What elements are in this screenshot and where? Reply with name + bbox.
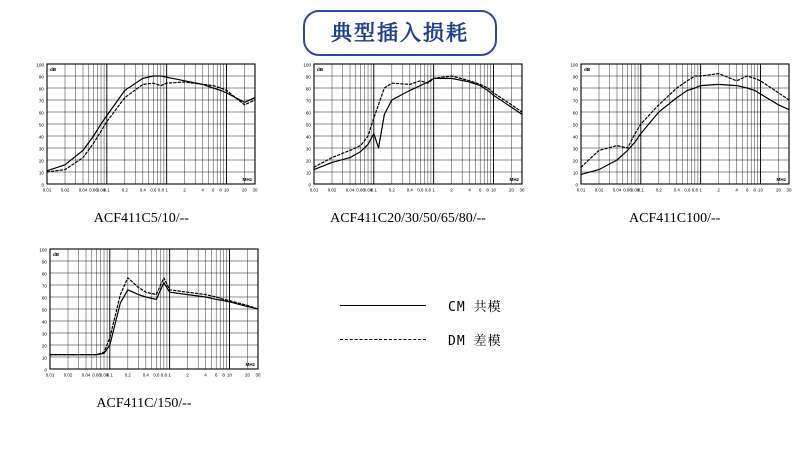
svg-text:80: 80 xyxy=(305,86,311,92)
svg-text:0.2: 0.2 xyxy=(388,187,395,193)
svg-text:dB: dB xyxy=(583,67,590,72)
svg-text:1: 1 xyxy=(165,187,169,193)
svg-text:2: 2 xyxy=(183,187,187,193)
svg-text:0.6: 0.6 xyxy=(683,187,691,193)
svg-text:20: 20 xyxy=(509,187,514,193)
svg-text:10: 10 xyxy=(305,170,311,176)
page-title: 典型插入损耗 xyxy=(303,10,497,56)
svg-text:0.06: 0.06 xyxy=(92,372,101,378)
svg-text:dB: dB xyxy=(317,67,324,72)
svg-text:0.08: 0.08 xyxy=(97,187,106,193)
svg-text:0.1: 0.1 xyxy=(370,187,377,193)
svg-text:MHz: MHz xyxy=(776,177,786,182)
svg-text:0.1: 0.1 xyxy=(106,372,113,378)
svg-text:0.1: 0.1 xyxy=(104,187,111,193)
svg-text:1: 1 xyxy=(699,187,702,193)
svg-text:50: 50 xyxy=(41,307,47,313)
svg-text:MHz: MHz xyxy=(509,177,519,182)
legend-label-cm: 共模 xyxy=(473,299,502,315)
svg-text:70: 70 xyxy=(572,98,578,104)
svg-text:10: 10 xyxy=(224,187,230,193)
legend-label-dm: 差模 xyxy=(473,333,502,349)
svg-text:6: 6 xyxy=(745,187,749,193)
svg-text:0.2: 0.2 xyxy=(655,187,662,193)
svg-text:6: 6 xyxy=(212,187,215,193)
svg-text:0.04: 0.04 xyxy=(81,372,91,378)
svg-text:40: 40 xyxy=(305,134,311,140)
svg-text:20: 20 xyxy=(242,187,248,193)
svg-text:dB: dB xyxy=(53,252,60,257)
svg-text:10: 10 xyxy=(39,170,45,176)
svg-text:0.6: 0.6 xyxy=(153,372,160,378)
svg-text:0.1: 0.1 xyxy=(637,187,644,193)
svg-text:0: 0 xyxy=(308,182,311,188)
svg-text:90: 90 xyxy=(572,74,578,80)
svg-text:0: 0 xyxy=(44,367,47,373)
svg-text:0.8: 0.8 xyxy=(691,187,698,193)
svg-text:100: 100 xyxy=(36,62,45,68)
svg-text:0.06: 0.06 xyxy=(356,187,365,193)
svg-text:0.02: 0.02 xyxy=(594,187,603,193)
svg-text:30: 30 xyxy=(255,372,261,378)
svg-text:0.08: 0.08 xyxy=(630,187,639,193)
legend-code-dm: DM xyxy=(448,333,466,349)
svg-text:4: 4 xyxy=(468,187,471,193)
svg-text:6: 6 xyxy=(478,187,482,193)
svg-text:0.02: 0.02 xyxy=(61,187,70,193)
svg-text:60: 60 xyxy=(39,110,45,116)
svg-text:30: 30 xyxy=(786,187,792,193)
svg-text:50: 50 xyxy=(572,122,578,128)
svg-text:20: 20 xyxy=(41,343,47,349)
legend xyxy=(340,288,600,356)
svg-text:20: 20 xyxy=(572,158,578,164)
legend-dashed-line-icon xyxy=(340,339,426,340)
svg-text:100: 100 xyxy=(303,62,311,68)
svg-text:2: 2 xyxy=(717,187,720,193)
svg-text:8: 8 xyxy=(222,372,225,378)
svg-text:2: 2 xyxy=(450,187,453,193)
svg-text:30: 30 xyxy=(519,187,525,193)
svg-text:60: 60 xyxy=(41,295,47,301)
svg-text:80: 80 xyxy=(41,271,47,277)
svg-text:0.06: 0.06 xyxy=(89,187,99,193)
svg-text:80: 80 xyxy=(572,86,578,92)
legend-item-cm xyxy=(340,288,600,322)
chart-cell-1 xyxy=(283,56,534,227)
svg-text:1: 1 xyxy=(168,372,171,378)
svg-text:30: 30 xyxy=(305,146,311,152)
svg-text:2: 2 xyxy=(186,372,189,378)
legend-item-dm xyxy=(340,322,600,356)
svg-text:0.01: 0.01 xyxy=(43,187,52,193)
svg-text:20: 20 xyxy=(39,158,45,164)
svg-text:0.4: 0.4 xyxy=(406,187,413,193)
svg-text:10: 10 xyxy=(572,170,578,176)
svg-text:MHz: MHz xyxy=(245,362,255,367)
svg-text:6: 6 xyxy=(214,372,218,378)
svg-text:0: 0 xyxy=(575,182,578,188)
chart-caption-2: ACF411C100/-- xyxy=(629,211,721,226)
svg-text:100: 100 xyxy=(39,247,47,253)
svg-text:0.04: 0.04 xyxy=(612,187,621,193)
chart-cell-2 xyxy=(549,56,800,227)
svg-text:0.6: 0.6 xyxy=(150,187,157,193)
svg-text:dB: dB xyxy=(50,67,57,72)
svg-text:0: 0 xyxy=(41,182,45,188)
svg-text:8: 8 xyxy=(753,187,756,193)
svg-text:10: 10 xyxy=(41,355,47,361)
svg-text:0.04: 0.04 xyxy=(79,187,88,193)
svg-text:0.8: 0.8 xyxy=(158,187,165,193)
svg-text:70: 70 xyxy=(41,283,47,289)
svg-text:0.08: 0.08 xyxy=(363,187,373,193)
svg-text:30: 30 xyxy=(39,146,45,152)
svg-text:8: 8 xyxy=(219,187,223,193)
svg-text:50: 50 xyxy=(39,122,45,128)
svg-text:0.02: 0.02 xyxy=(63,372,73,378)
svg-text:90: 90 xyxy=(39,74,45,80)
svg-text:90: 90 xyxy=(41,259,47,265)
svg-text:0.01: 0.01 xyxy=(309,187,319,193)
svg-text:0.6: 0.6 xyxy=(417,187,424,193)
svg-text:20: 20 xyxy=(305,158,311,164)
svg-text:70: 70 xyxy=(305,98,311,104)
svg-text:20: 20 xyxy=(775,187,781,193)
svg-text:0.04: 0.04 xyxy=(345,187,355,193)
chart-cell-0 xyxy=(16,56,267,227)
svg-text:70: 70 xyxy=(39,98,45,104)
chart-cell-3 xyxy=(16,241,272,412)
svg-text:0.01: 0.01 xyxy=(576,187,585,193)
svg-text:0.02: 0.02 xyxy=(327,187,337,193)
svg-text:0.4: 0.4 xyxy=(142,372,149,378)
svg-text:90: 90 xyxy=(305,74,311,80)
svg-text:10: 10 xyxy=(757,187,763,193)
svg-text:0.06: 0.06 xyxy=(622,187,632,193)
svg-text:30: 30 xyxy=(252,187,258,193)
svg-text:10: 10 xyxy=(491,187,496,193)
svg-text:MHz: MHz xyxy=(242,177,253,182)
svg-text:30: 30 xyxy=(572,146,578,152)
svg-text:0.01: 0.01 xyxy=(45,372,55,378)
legend-solid-line-icon xyxy=(340,305,426,306)
chart-caption-3: ACF411C/150/-- xyxy=(96,396,192,411)
svg-text:4: 4 xyxy=(204,372,207,378)
svg-text:80: 80 xyxy=(39,86,45,92)
svg-text:0.4: 0.4 xyxy=(140,187,147,193)
svg-text:20: 20 xyxy=(245,372,250,378)
chart-caption-1: ACF411C20/30/50/65/80/-- xyxy=(330,211,486,226)
chart-row-1 xyxy=(0,56,800,227)
svg-text:4: 4 xyxy=(735,187,738,193)
svg-text:0.2: 0.2 xyxy=(124,372,131,378)
svg-text:8: 8 xyxy=(486,187,489,193)
svg-text:10: 10 xyxy=(227,372,232,378)
svg-text:60: 60 xyxy=(305,110,311,116)
svg-text:30: 30 xyxy=(41,331,47,337)
chart-caption-0: ACF411C5/10/-- xyxy=(93,211,189,226)
svg-text:0.4: 0.4 xyxy=(673,187,680,193)
chart-plot-3 xyxy=(22,241,266,391)
svg-text:0.8: 0.8 xyxy=(424,187,431,193)
svg-text:40: 40 xyxy=(572,134,578,140)
svg-text:0.08: 0.08 xyxy=(99,372,109,378)
svg-text:1: 1 xyxy=(432,187,435,193)
chart-plot-0 xyxy=(19,56,263,206)
svg-text:100: 100 xyxy=(570,62,578,68)
charts-area xyxy=(0,56,800,412)
chart-plot-1 xyxy=(286,56,530,206)
svg-text:60: 60 xyxy=(572,110,578,116)
svg-text:50: 50 xyxy=(305,122,311,128)
svg-text:0.8: 0.8 xyxy=(160,372,167,378)
page-title-banner xyxy=(0,10,800,56)
svg-text:40: 40 xyxy=(41,319,47,325)
chart-plot-2 xyxy=(553,56,797,206)
svg-text:0.2: 0.2 xyxy=(122,187,129,193)
svg-text:4: 4 xyxy=(201,187,205,193)
svg-text:40: 40 xyxy=(39,134,45,140)
legend-code-cm: CM xyxy=(448,299,466,315)
